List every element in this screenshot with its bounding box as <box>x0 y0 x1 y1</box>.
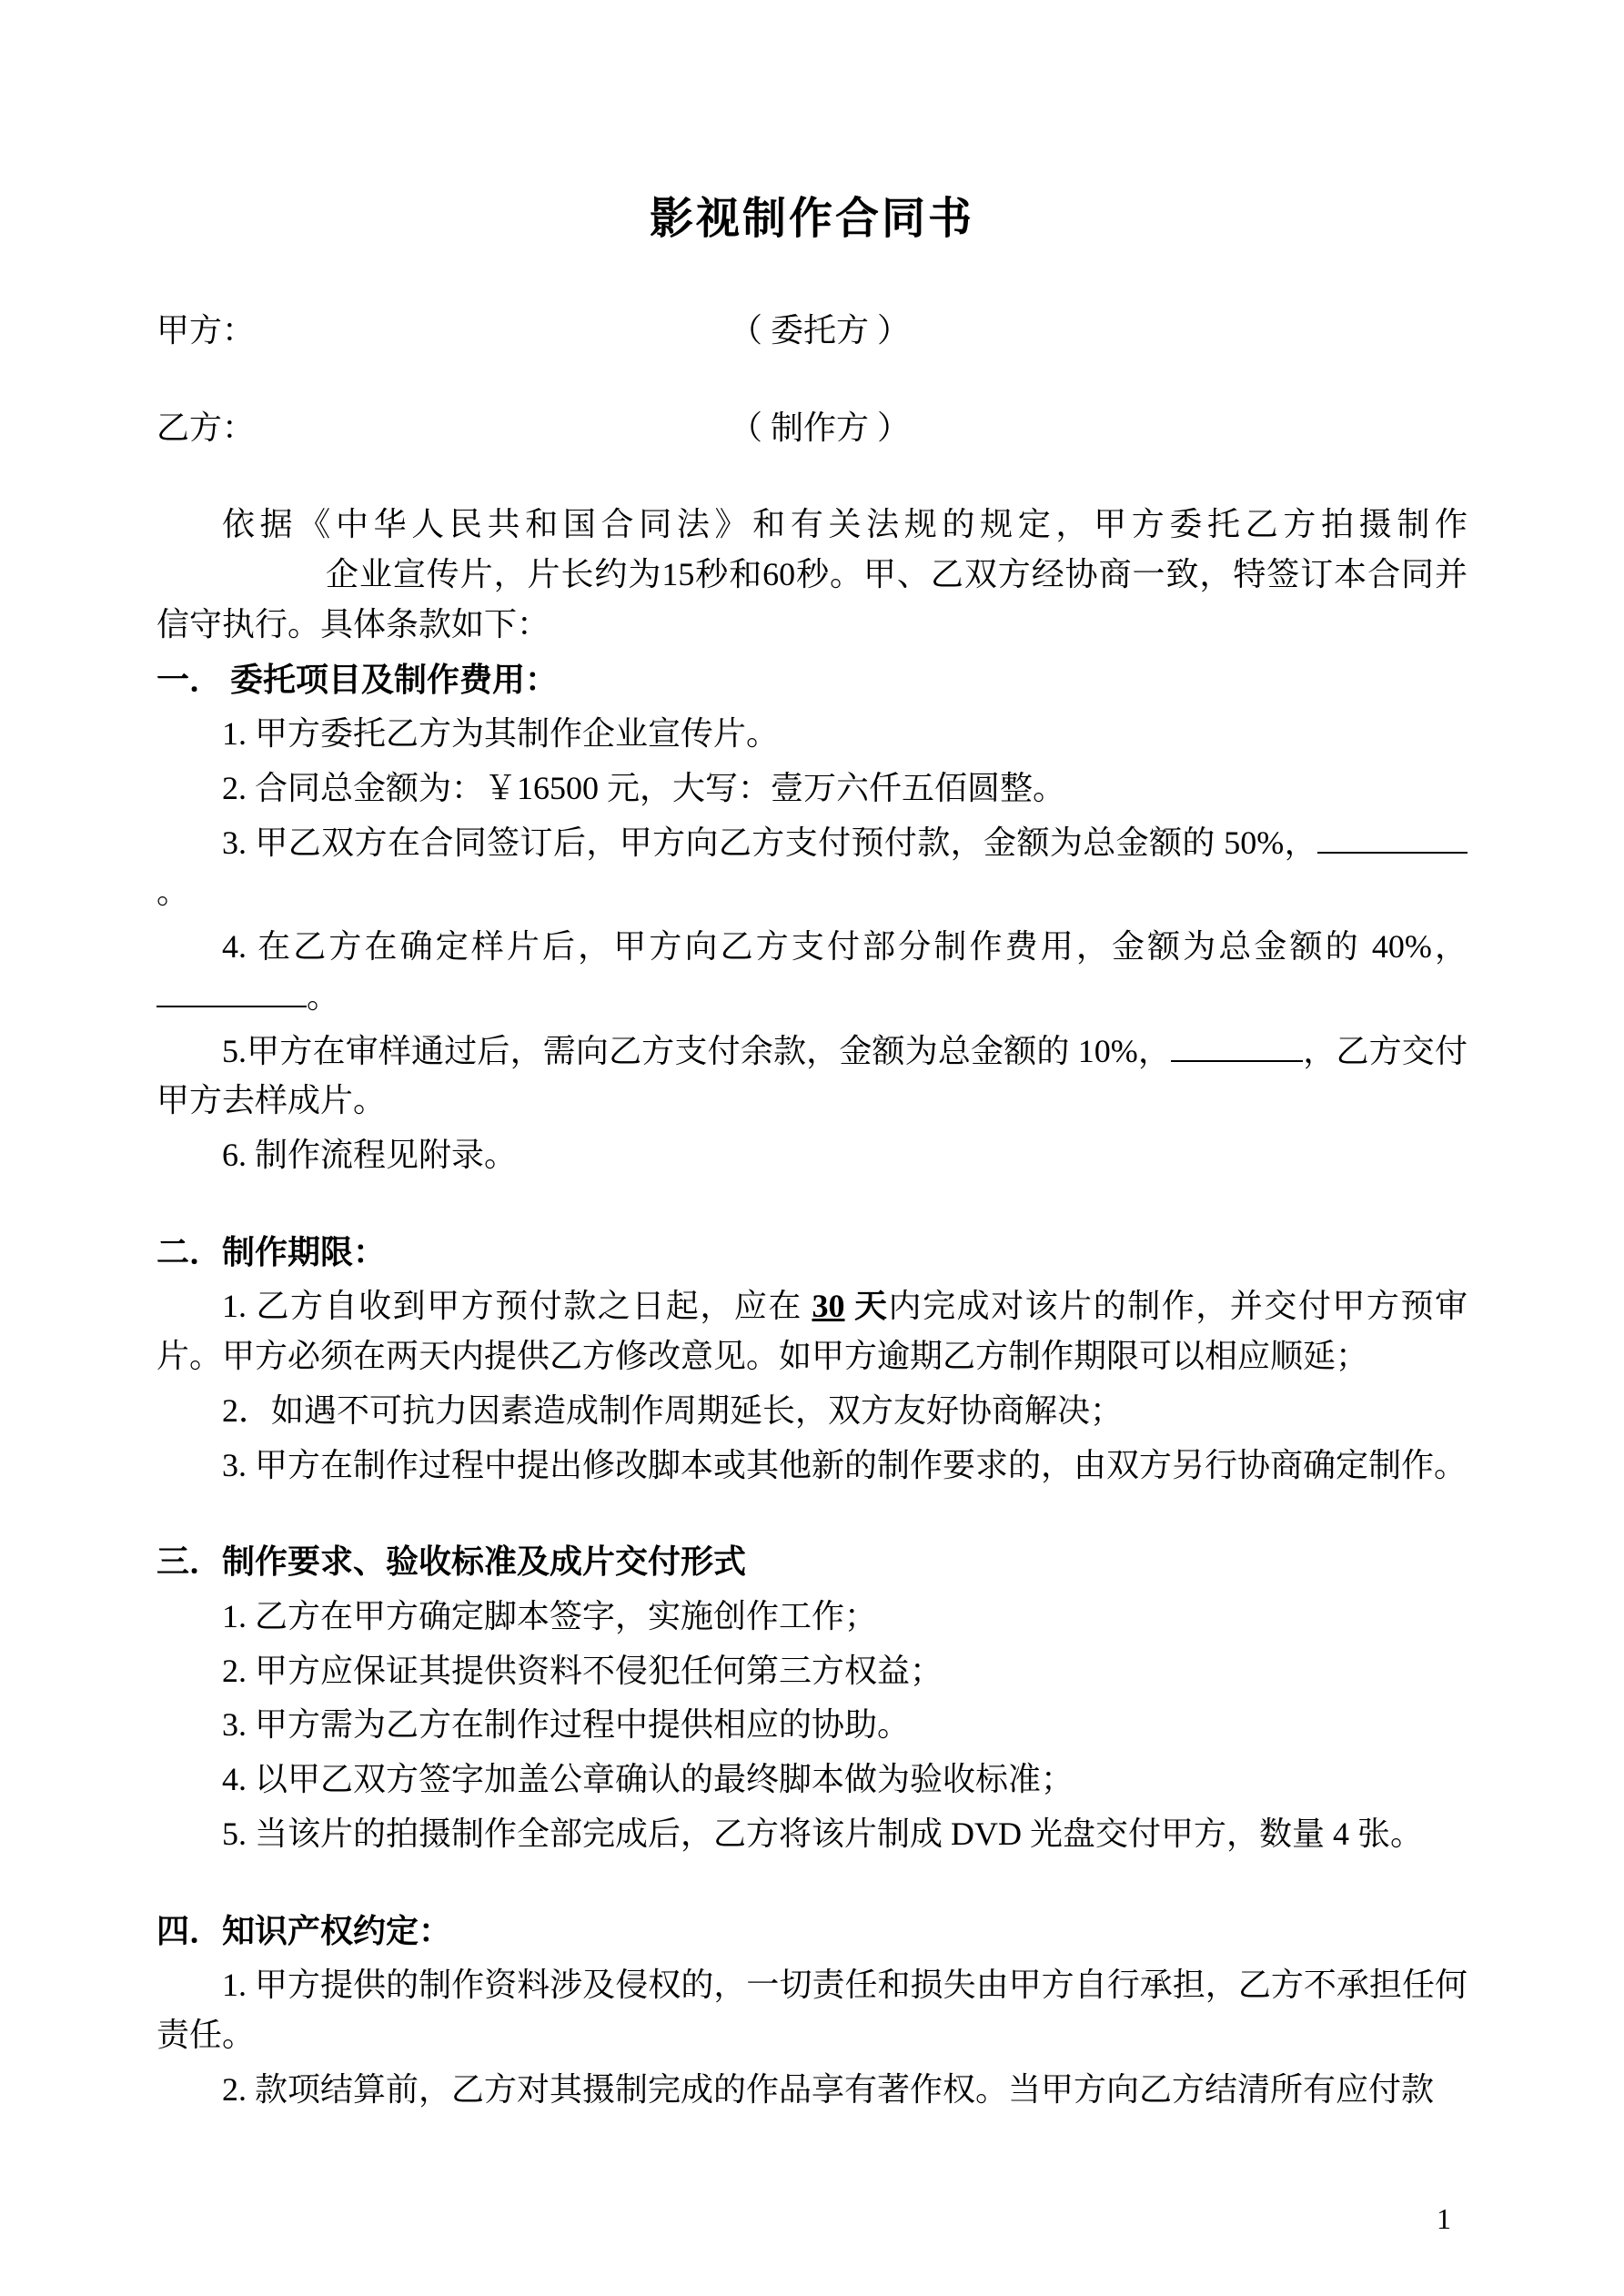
party-a-label: 甲方： <box>156 311 256 349</box>
production-days-unit: 天 <box>844 1288 889 1325</box>
section-1-heading: 一． 委托项目及制作费用： <box>156 661 559 698</box>
section-1-item-3 <box>156 818 1468 917</box>
section-1-item-4-suffix: 。 <box>307 977 340 1015</box>
section-3-item-3: 3. 甲方需为乙方在制作过程中提供相应的协助。 <box>222 1706 911 1744</box>
party-a-line <box>156 306 1468 356</box>
section-4-heading: 四．知识产权约定： <box>156 1912 452 1949</box>
section-2-item-2: 2．如遇不可抗力因素造成制作周期延长，双方友好协商解决； <box>222 1391 1124 1429</box>
party-b-label: 乙方： <box>156 409 256 446</box>
section-2-item-1 <box>156 1281 1468 1381</box>
section-2-heading: 二．制作期限： <box>156 1233 387 1270</box>
intro-paragraph <box>156 500 1468 649</box>
intro-text-start: 依据《中华人民共和国合同法》和有关法规的规定，甲方委托乙方拍摄制作 <box>222 506 1468 543</box>
section-1-item-5-text: 5.甲方在审样通过后，需向乙方支付余款，金额为总金额的 10%， <box>222 1032 1172 1069</box>
section-3-item-1: 1. 乙方在甲方确定脚本签字，实施创作工作； <box>222 1598 878 1635</box>
section-1-item-4 <box>156 922 1468 1021</box>
section-4-item-1: 1. 甲方提供的制作资料涉及侵权的，一切责任和损失由甲方自行承担，乙方不承担任何责任。 <box>156 1967 1468 2054</box>
section-1-item-3-suffix: 。 <box>156 874 190 911</box>
section-2-item-3: 3. 甲方在制作过程中提出修改脚本或其他新的制作要求的，由双方另行协商确定制作。 <box>222 1446 1468 1483</box>
party-b-role: （ 制作方 ） <box>746 409 911 446</box>
section-1-item-1: 1. 甲方委托乙方为其制作企业宣传片。 <box>222 715 780 753</box>
section-3-item-4: 4. 以甲乙双方签字加盖公章确认的最终脚本做为验收标准； <box>222 1761 1074 1798</box>
section-3-heading: 三．制作要求、验收标准及成片交付形式 <box>156 1543 747 1581</box>
section-4-item-2: 2. 款项结算前，乙方对其摄制完成的作品享有著作权。当甲方向乙方结清所有应付款 <box>222 2070 1435 2108</box>
fill-in-blank-10pct <box>1171 1031 1303 1062</box>
production-days-number: 30 <box>812 1288 845 1325</box>
fill-in-blank-50pct <box>1317 823 1468 854</box>
document-title: 影视制作合同书 <box>649 195 974 243</box>
section-2-item-1-suffix: 内完成对该片的制作，并交付甲方预审片。甲方必须在两天内提供乙方修改意见。如甲方逾期乙方制作期限可以相应顺延； <box>156 1288 1468 1375</box>
section-3-item-2: 2. 甲方应保证其提供资料不侵犯任何第三方权益； <box>222 1652 943 1689</box>
intro-text-end: 企业宣传片，片长约为15秒和60秒。甲、乙双方经协商一致，特签订本合同并信守执行。具体条款如下： <box>156 556 1468 642</box>
section-1-item-4-text: 4. 在乙方在确定样片后，甲方向乙方支付部分制作费用，金额为总金额的 40%， <box>222 928 1468 966</box>
section-1-item-2: 2. 合同总金额为：￥16500 元，大写：壹万六仟五佰圆整。 <box>222 769 1066 806</box>
section-3-item-5: 5. 当该片的拍摄制作全部完成后，乙方将该片制成 DVD 光盘交付甲方，数量 4 张。 <box>222 1815 1423 1852</box>
section-2-item-1-text: 1. 乙方自收到甲方预付款之日起，应在 <box>222 1288 812 1325</box>
section-1-item-5 <box>156 1027 1468 1126</box>
section-1-item-3-text: 3. 甲乙双方在合同签订后，甲方向乙方支付预付款，金额为总金额的 50%， <box>222 824 1317 861</box>
party-a-role: （ 委托方 ） <box>746 311 911 349</box>
production-days-value <box>812 1288 888 1324</box>
section-1-item-6: 6. 制作流程见附录。 <box>222 1137 518 1174</box>
party-b-line <box>156 403 1468 453</box>
page-number: 1 <box>1437 2202 1451 2236</box>
fill-in-blank-40pct <box>156 976 307 1007</box>
section-1-item-5-suffix: ，乙方交付甲方去样成片。 <box>156 1032 1468 1119</box>
